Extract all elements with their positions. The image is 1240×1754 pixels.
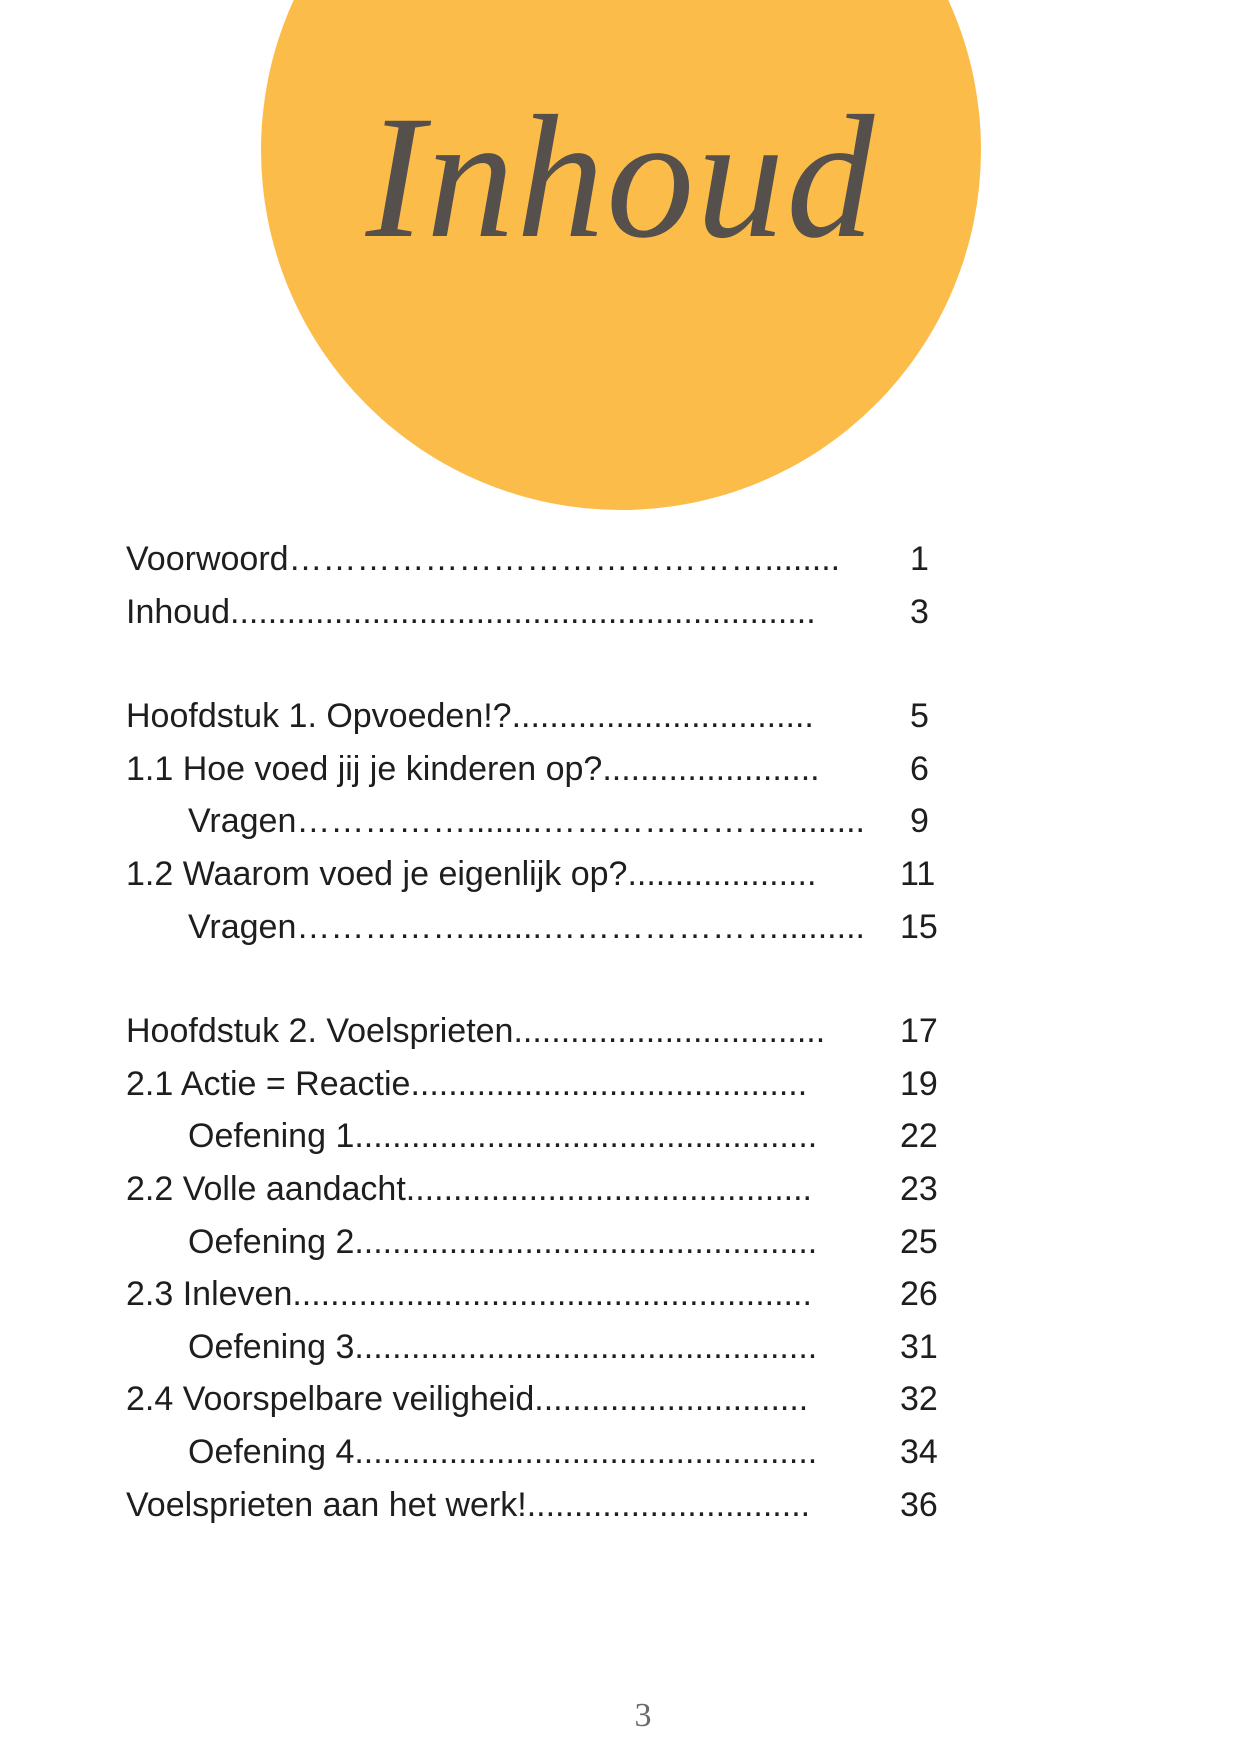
toc-entry bbox=[126, 743, 946, 796]
toc-subentry bbox=[126, 1110, 946, 1163]
toc-page-number: 31 bbox=[900, 1327, 938, 1366]
toc-entry bbox=[126, 1163, 946, 1216]
page-title: Inhoud bbox=[365, 80, 877, 275]
toc-page-number: 34 bbox=[900, 1432, 938, 1471]
toc-page-number: 3 bbox=[910, 592, 929, 631]
table-of-contents bbox=[126, 533, 946, 1531]
toc-page-number: 6 bbox=[910, 749, 929, 788]
toc-entry-title: Inhoud.............................................................. bbox=[126, 592, 816, 631]
toc-entry-title: Oefening 3................................................. bbox=[188, 1327, 818, 1366]
toc-entry bbox=[126, 848, 946, 901]
toc-entry-title: 2.1 Actie = Reactie.......................................... bbox=[126, 1064, 808, 1103]
toc-page-number: 25 bbox=[900, 1222, 938, 1261]
toc-page-number: 11 bbox=[900, 854, 936, 893]
toc-page-number: 26 bbox=[900, 1275, 938, 1314]
toc-subentry bbox=[126, 1216, 946, 1269]
toc-entry-title: Voelsprieten aan het werk!.............................. bbox=[126, 1485, 811, 1524]
toc-entry-title: 2.4 Voorspelbare veiligheid............................. bbox=[126, 1380, 809, 1419]
toc-subentry bbox=[126, 1321, 946, 1374]
toc-entry bbox=[126, 1479, 946, 1532]
toc-entry-title: Oefening 1................................................. bbox=[188, 1117, 818, 1156]
toc-subentry bbox=[126, 795, 946, 848]
toc-subentry bbox=[126, 1426, 946, 1479]
toc-page-number: 22 bbox=[900, 1117, 938, 1156]
toc-entry bbox=[126, 690, 946, 743]
toc-page-number: 23 bbox=[900, 1169, 938, 1208]
toc-entry bbox=[126, 533, 946, 586]
toc-entry-title: Hoofdstuk 2. Voelsprieten................................. bbox=[126, 1012, 826, 1051]
toc-entry bbox=[126, 1005, 946, 1058]
toc-entry bbox=[126, 1373, 946, 1426]
toc-page-number: 19 bbox=[900, 1064, 938, 1103]
toc-entry-title: 2.2 Volle aandacht........................................... bbox=[126, 1169, 812, 1208]
toc-entry-title: Hoofdstuk 1. Opvoeden!?................................ bbox=[126, 697, 814, 736]
toc-entry-title: Vragen……………........…………………......... bbox=[188, 802, 865, 841]
toc-entry-title: Oefening 4................................................. bbox=[188, 1432, 818, 1471]
toc-entry-title: 1.1 Hoe voed jij je kinderen op?....................... bbox=[126, 749, 820, 788]
page-number: 3 bbox=[634, 1697, 652, 1734]
toc-page-number: 5 bbox=[910, 697, 929, 736]
toc-page-number: 32 bbox=[900, 1380, 938, 1419]
toc-entry-title: Vragen……………........…………………......... bbox=[188, 907, 865, 946]
toc-page-number: 15 bbox=[900, 907, 938, 946]
toc-subentry bbox=[126, 901, 946, 954]
toc-entry-title: Voorwoord……………………………………........ bbox=[126, 540, 841, 578]
toc-page-number: 1 bbox=[910, 540, 929, 578]
toc-entry-title: Oefening 2................................................. bbox=[188, 1222, 818, 1261]
toc-entry bbox=[126, 1058, 946, 1111]
toc-entry bbox=[126, 1268, 946, 1321]
toc-entry bbox=[126, 586, 946, 639]
toc-entry-title: 1.2 Waarom voed je eigenlijk op?.................... bbox=[126, 854, 817, 893]
toc-page-number: 36 bbox=[900, 1485, 938, 1524]
toc-entry-title: 2.3 Inleven....................................................... bbox=[126, 1275, 812, 1314]
toc-page-number: 9 bbox=[910, 802, 929, 841]
toc-page-number: 17 bbox=[900, 1012, 938, 1051]
